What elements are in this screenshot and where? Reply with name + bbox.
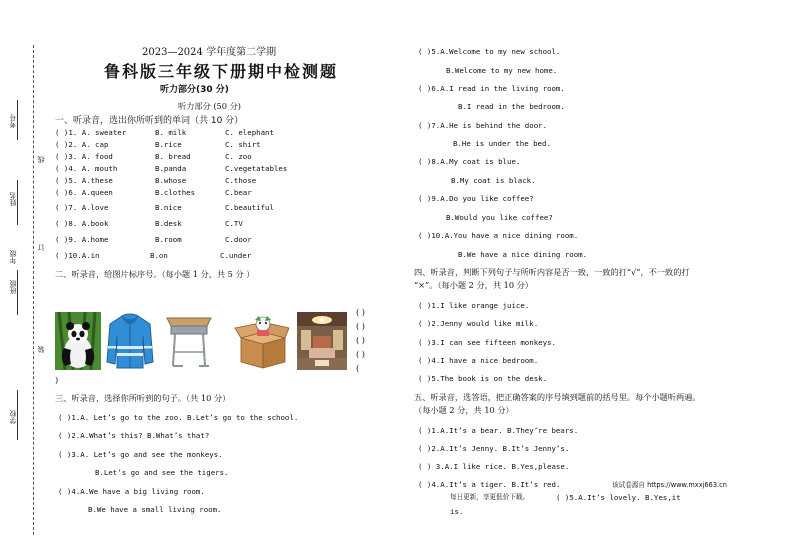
part2-bracket-5[interactable]: ( [356, 363, 360, 373]
part5-item2: ( )2.A.It’s Jenny. B.It’s Jenny’s. [418, 444, 570, 453]
part2-bracket-4[interactable]: ( ) [356, 349, 365, 359]
part1-row10-c: C.under [220, 251, 252, 260]
part2-bracket-tail: ) [55, 375, 59, 385]
part1-row9-b: B.room [155, 235, 182, 244]
section-label-2: 听力部分 (50 分) [178, 101, 241, 111]
box-icon [233, 312, 291, 370]
part3-item7-b: B.He is under the bed. [453, 139, 551, 148]
coat-icon [105, 312, 155, 370]
part2-bracket-3[interactable]: ( ) [356, 335, 365, 345]
margin-label-school: 学校 [9, 410, 17, 424]
part5-item4: ( )4.A.It’s a tiger. B.It’s red. [418, 480, 561, 489]
part3-item10-a: ( )10.A.You have a nice dining room. [418, 231, 579, 240]
part5-item5-tail: is. [450, 507, 464, 516]
margin-label-seal: 订 [37, 244, 45, 251]
part4-item5: ( )5.The book is on the desk. [418, 374, 548, 383]
part1-row7-b: B.nice [155, 203, 182, 212]
year-term: 2023—2024 学年度第二学期 [142, 47, 277, 58]
panda-picture [55, 312, 101, 370]
section-label: 听力部分(30 分) [160, 85, 229, 95]
part3-item3-b: B.Let’s go and see the tigers. [95, 468, 229, 477]
part1-row6-c: C.bear [225, 188, 252, 197]
margin-label-exam-number: 考号 [9, 114, 17, 128]
part1-row1-c: C. elephant [225, 128, 274, 137]
part3-item6-b: B.I read in the bedroom. [458, 102, 565, 111]
margin-label-line: 线 [37, 156, 45, 163]
margin-label-name: 姓名 [9, 192, 17, 206]
part1-row3-c: C. zoo [225, 152, 252, 161]
desk-picture [163, 312, 215, 370]
part1-row6-a: ( )6. A.queen [55, 188, 113, 197]
part1-row4-a: ( )4. A. mouth [55, 164, 118, 173]
part1-row7-a: ( )7. A.love [55, 203, 109, 212]
part3-item9-b: B.Would you like coffee? [446, 213, 553, 222]
part3-item5-b: B.Welcome to my new home. [446, 66, 558, 75]
room-icon [297, 312, 347, 370]
part3-item3-a: ( )3.A. Let’s go and see the monkeys. [58, 450, 223, 459]
part3-item8-a: ( )8.A.My coat is blue. [418, 157, 521, 166]
binding-dashed-line [33, 45, 34, 535]
part1-row2-b: B.rice [155, 140, 182, 149]
part3-item2: ( )2.A.What’s this? B.What’s that? [58, 431, 210, 440]
part4-item1: ( )1.I like orange juice. [418, 301, 530, 310]
part1-row10-a: ( )10.A.in [55, 251, 100, 260]
box-picture [233, 312, 291, 370]
part1-row8-b: B.desk [155, 219, 182, 228]
watermark-source: 该试卷源自 https://www.mxxj663.cn [612, 481, 727, 489]
part3-item6-a: ( )6.A.I read in the living room. [418, 84, 565, 93]
part3-item4-b: B.We have a small living room. [88, 505, 222, 514]
part1-row1-a: ( )1. A. sweater [55, 128, 127, 137]
part1-row9-a: ( )9. A.home [55, 235, 109, 244]
part4-item2: ( )2.Jenny would like milk. [418, 319, 539, 328]
margin-label-class: 班级 [9, 280, 17, 294]
watermark-update: 每日更新，享更低价下载。 [450, 493, 530, 501]
part4-item3: ( )3.I can see fifteen monkeys. [418, 338, 556, 347]
margin-label-grade: 年级 [9, 250, 17, 264]
part5-title-line1: 五、听录音，选答语，把正确答案的序号填到题前的括号里。每个小题听两遍。 [414, 392, 701, 402]
part3-item4-a: ( )4.A.We have a big living room. [58, 487, 205, 496]
part3-item8-b: B.My coat is black. [451, 176, 536, 185]
part1-row4-c: C.vegetatables [225, 164, 288, 173]
part3-item5-a: ( )5.A.Welcome to my new school. [418, 47, 561, 56]
part1-row9-c: C.door [225, 235, 252, 244]
part1-row6-b: B.clothes [155, 188, 196, 197]
page-title: 鲁科版三年级下册期中检测题 [104, 62, 339, 81]
part5-item3: ( ) 3.A.I like rice. B.Yes,please. [418, 462, 570, 471]
part1-row2-c: C. shirt [225, 140, 261, 149]
part1-row3-b: B. bread [155, 152, 191, 161]
part1-row5-c: C.those [225, 176, 257, 185]
part1-row5-b: B.whose [155, 176, 187, 185]
coat-picture [105, 312, 155, 370]
part5-item1: ( )1.A.It’s a bear. B.They’re bears. [418, 426, 579, 435]
part1-row2-a: ( )2. A. cap [55, 140, 109, 149]
part3-item10-b: B.We have a nice dining room. [458, 250, 588, 259]
part2-title: 二、听录音，给图片标序号。（每小题 1 分，共 5 分 ） [55, 269, 255, 279]
part2-bracket-1[interactable]: ( ) [356, 307, 365, 317]
part1-row4-b: B.panda [155, 164, 187, 173]
bedroom-picture [297, 312, 347, 370]
part5-item5: ( )5.A.It’s lovely. B.Yes,it [556, 493, 681, 502]
part3-item9-a: ( )9.A.Do you like coffee? [418, 194, 534, 203]
part2-bracket-2[interactable]: ( ) [356, 321, 365, 331]
part1-row10-b: B.on [150, 251, 168, 260]
part3-item7-a: ( )7.A.He is behind the door. [418, 121, 548, 130]
margin-label-bind: 装 [37, 346, 45, 353]
part4-item4: ( )4.I have a nice bedroom. [418, 356, 539, 365]
part1-row5-a: ( )5. A.these [55, 176, 113, 185]
panda-icon [55, 312, 101, 370]
part3-title: 三、听录音，选择你所听到的句子。（共 10 分） [55, 393, 231, 403]
part1-row8-a: ( )8. A.book [55, 219, 109, 228]
part4-title-line2: “×”。（每小题 2 分，共 10 分） [414, 280, 534, 290]
part1-row8-c: C.TV [225, 219, 243, 228]
part5-title-line2: （每小题 2 分，共 10 分） [414, 405, 514, 415]
desk-icon [163, 312, 215, 370]
part1-row7-c: C.beautiful [225, 203, 274, 212]
part3-item1: ( )1.A. Let’s go to the zoo. B.Let’s go to the school. [58, 413, 299, 422]
part1-row3-a: ( )3. A. food [55, 152, 113, 161]
part1-title: 一、听录音，选出你所听到的单词（共 10 分） [55, 116, 244, 126]
part4-title-line1: 四、听录音，判断下列句子与所听内容是否一致，一致的打“√”，不一致的打 [414, 267, 690, 277]
part1-row1-b: B. milk [155, 128, 187, 137]
